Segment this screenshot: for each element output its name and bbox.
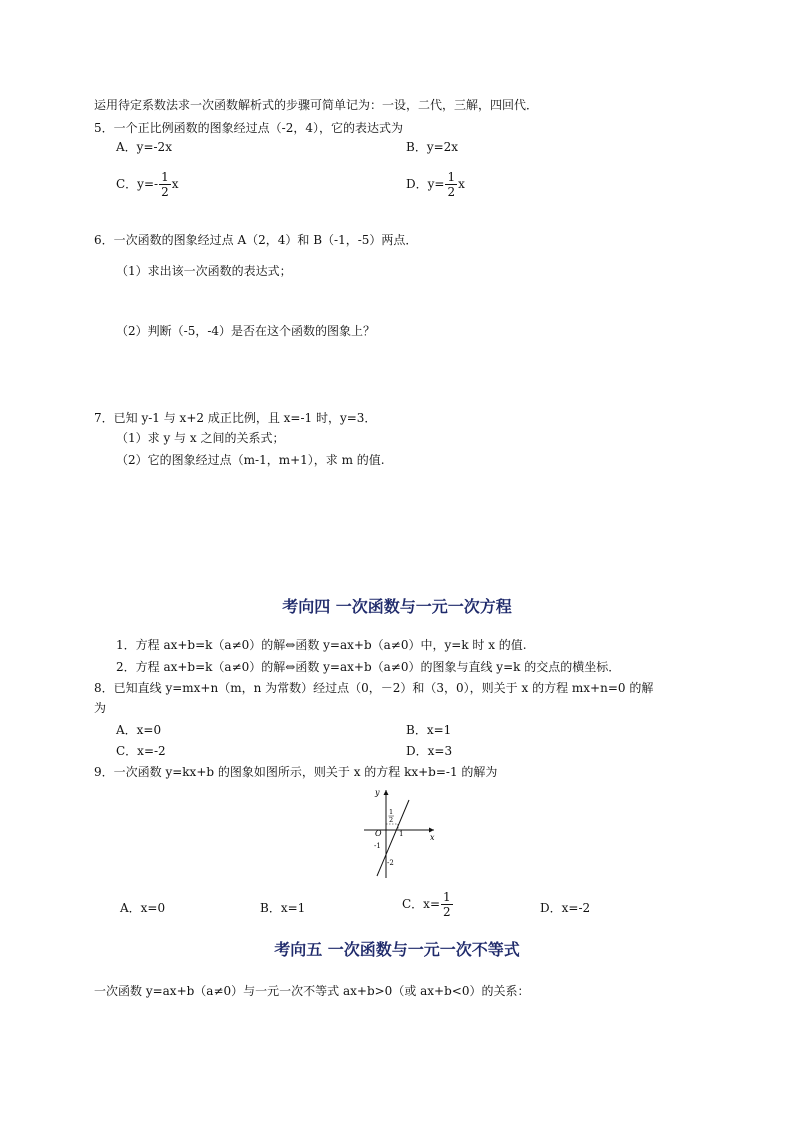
q9-option-c-denominator: 2: [443, 905, 451, 919]
q9-option-c-fraction: [441, 890, 453, 919]
q5-option-c-numerator: 1: [161, 170, 169, 184]
x-axis-label: x: [430, 833, 435, 842]
q5-option-d-suffix: x: [458, 177, 465, 191]
q8-option-c: C．x=-2: [116, 744, 166, 758]
q5-option-d-numerator: 1: [447, 170, 456, 184]
y-axis-arrow: [384, 790, 389, 795]
q6-stem: 6．一次函数的图象经过点 A（2，4）和 B（-1，-5）两点．: [94, 233, 418, 247]
q9-option-c: [402, 890, 454, 919]
q6-part2: （2）判断（-5，-4）是否在这个函数的图象上？: [116, 324, 376, 338]
q5-option-d-prefix: D．y=: [406, 177, 445, 191]
section4-note1: 1．方程 ax+b=k（a≠0）的解⇔函数 y=ax+b（a≠0）中，y=k 时 x 的值.: [116, 638, 527, 652]
q9-option-d: D．x=-2: [540, 901, 591, 915]
section5-title: 考向五 一次函数与一元一次不等式: [274, 940, 520, 959]
q9-option-b: B．x=1: [260, 901, 306, 915]
q9-stem: 9．一次函数 y=kx+b 的图象如图所示，则关于 x 的方程 kx+b=-1 的解为: [94, 765, 498, 779]
intro-text: 运用待定系数法求一次函数解析式的步骤可简单记为：一设，二代，三解，四回代．: [94, 98, 539, 112]
q8-option-b: B．x=1: [406, 723, 452, 737]
x-tick-one-label: 1: [399, 830, 404, 838]
y-tick-half-denominator: 2: [389, 816, 394, 824]
q7-part1: （1）求 y 与 x 之间的关系式；: [116, 431, 285, 445]
q7-part2: （2）它的图象经过点（m-1，m+1），求 m 的值.: [116, 453, 385, 467]
q5-option-c-denominator: 2: [161, 185, 169, 199]
q5-option-d: [406, 170, 465, 199]
q5-stem: 5．一个正比例函数的图象经过点（-2，4），它的表达式为: [94, 121, 403, 135]
y-tick-neg1-label: -1: [374, 842, 381, 850]
q5-option-c-suffix: x: [171, 177, 179, 191]
q7-stem: 7．已知 y-1 与 x+2 成正比例，且 x=-1 时，y=3．: [94, 411, 377, 425]
q9-option-c-prefix: C．x=: [402, 897, 441, 911]
q9-option-a: A．x=0: [120, 901, 166, 915]
q8-option-d: D．x=3: [406, 744, 453, 758]
q6-part1: （1）求出该一次函数的表达式；: [116, 264, 292, 278]
origin-label: O: [375, 829, 382, 838]
q5-option-a: A．y=-2x: [116, 140, 172, 154]
q8-stem: 8．已知直线 y=mx+n（m，n 为常数）经过点（0，－2）和（3，0），则关于 x 的方程 mx+n=0 的解: [94, 681, 654, 695]
q9-function-graph: [360, 784, 440, 880]
q5-option-d-fraction: [445, 170, 457, 199]
x-axis-arrow: [429, 828, 434, 833]
q5-option-d-denominator: 2: [447, 185, 456, 199]
section4-title: 考向四 一次函数与一元一次方程: [282, 597, 512, 616]
section4-note2: 2．方程 ax+b=k（a≠0）的解⇔函数 y=ax+b（a≠0）的图象与直线 y=k 的交点的横坐标．: [116, 660, 621, 674]
q5-option-c: [116, 170, 179, 199]
y-tick-half-numerator: 1: [389, 808, 394, 816]
q5-option-c-fraction: [159, 170, 171, 199]
q8-stem-continued: 为: [94, 701, 107, 715]
y-axis-label: y: [375, 788, 380, 797]
q8-option-a: A．x=0: [116, 723, 162, 737]
section5-text: 一次函数 y=ax+b（a≠0）与一元一次不等式 ax+b>0（或 ax+b<0）的关系：: [94, 984, 530, 998]
q5-option-b: B．y=2x: [406, 140, 459, 154]
q9-option-c-numerator: 1: [443, 890, 451, 904]
q5-option-c-prefix: C．y=-: [116, 177, 159, 191]
y-tick-neg2-label: -2: [387, 859, 394, 867]
